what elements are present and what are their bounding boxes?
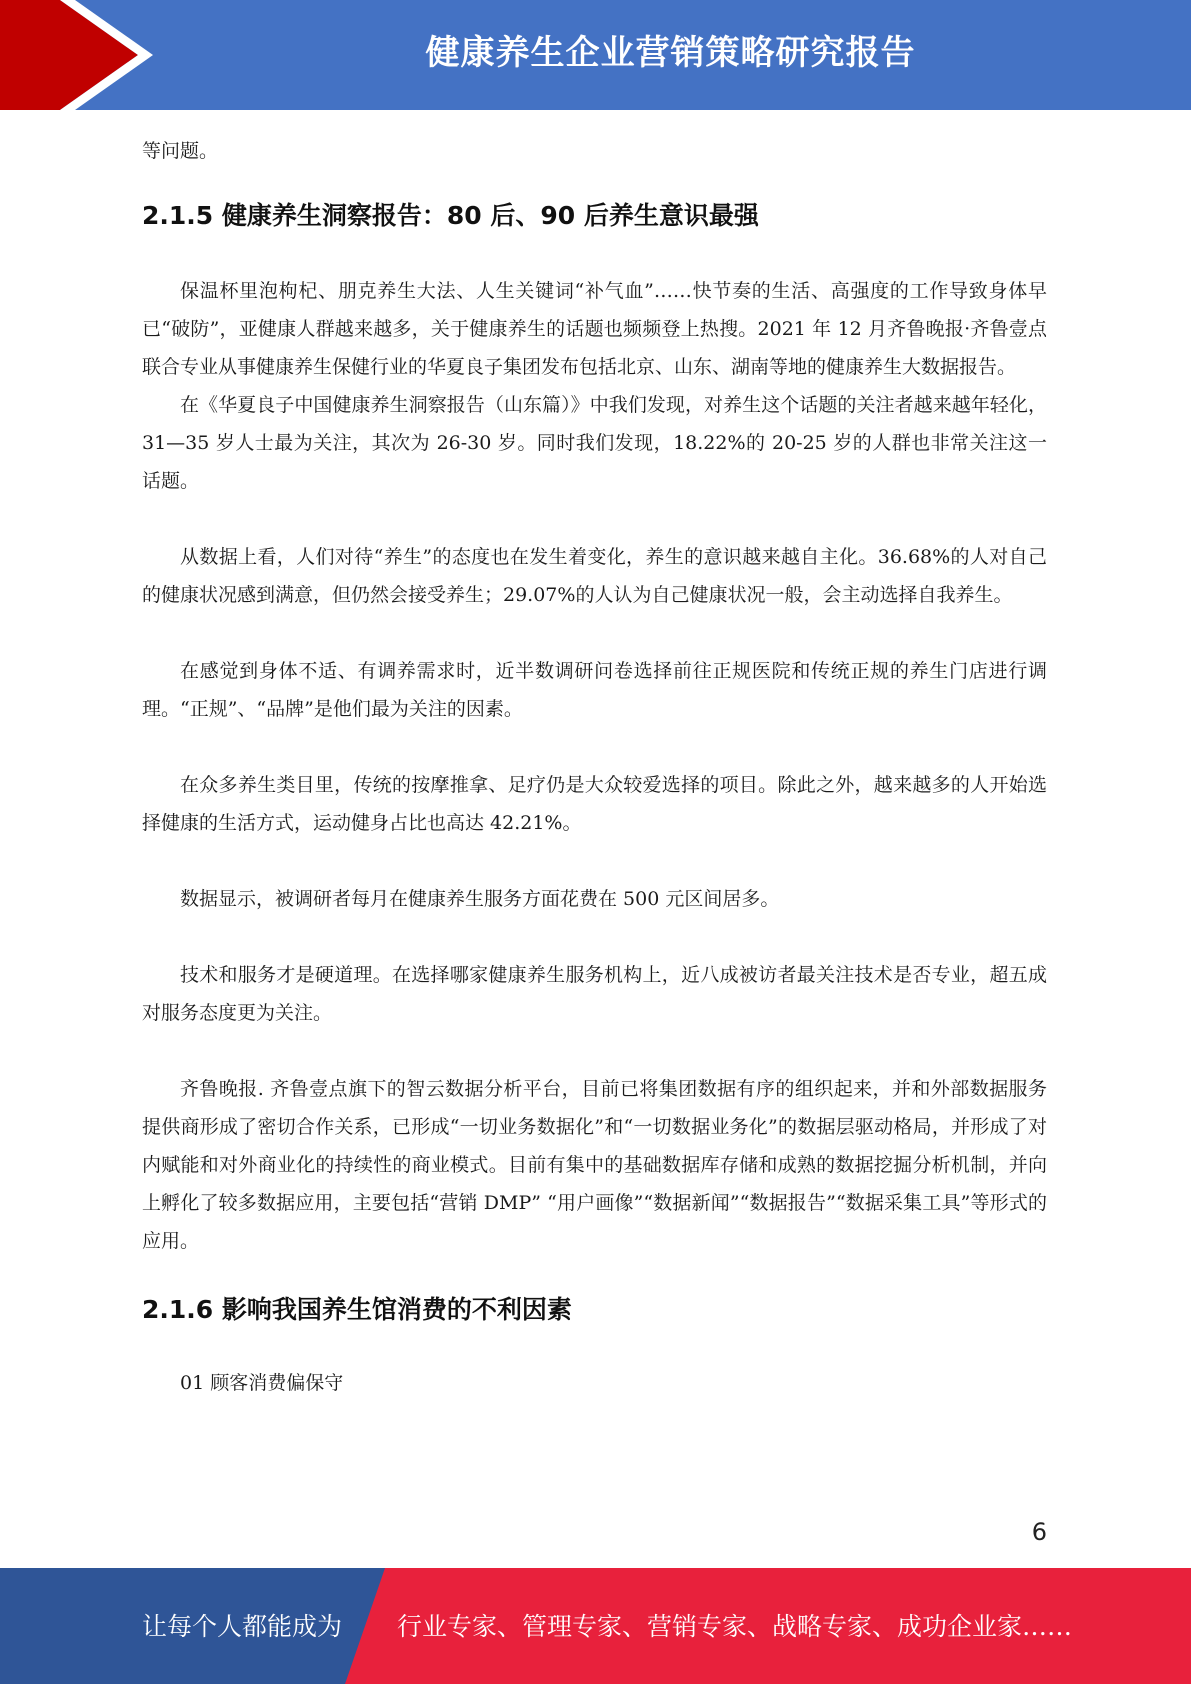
footer-banner [0,1568,1191,1684]
paragraph: 数据显示，被调研者每月在健康养生服务方面花费在 500 元区间居多。 [180,888,780,910]
paragraph: 齐鲁晚报. 齐鲁壹点旗下的智云数据分析平台，目前已将集团数据有序的组织起来，并和外部数据服务提供商形成了密切合作关系，已形成“一切业务数据化”和“一切数据业务化”的数据层驱动格局，并形成了对内赋能和对外商业化的持续性的商业模式。目前有集中的基础数据库存储和成熟的数据挖掘分析机制，并向上孵化了较多数据应用，主要包括“营销 DMP” “用户画像”“数据新闻”“数据报告”“数据采集工具”等形式的应用。 [142,1078,1047,1252]
paragraph: 技术和服务才是硬道理。在选择哪家健康养生服务机构上，近八成被访者最关注技术是否专业，超五成对服务态度更为关注。 [142,964,1047,1024]
header-banner [0,0,1191,110]
page-number: 6 [1031,1518,1047,1546]
footer-slogan-left: 让每个人都能成为 [142,1612,343,1641]
section-heading-2-1-5: 2.1.5 健康养生洞察报告：80 后、90 后养生意识最强 [142,201,759,230]
paragraph: 保温杯里泡枸杞、朋克养生大法、人生关键词“补气血”……快节奏的生活、高强度的工作导致身体早已“破防”，亚健康人群越来越多，关于健康养生的话题也频频登上热搜。2021 年 12 月齐鲁晚报·齐鲁壹点联合专业从事健康养生保健行业的华夏良子集团发布包括北京、山东、湖南等地的健康养生大数据报告。 [142,280,1047,378]
section-heading-2-1-6: 2.1.6 影响我国养生馆消费的不利因素 [142,1295,572,1324]
document-title: 健康养生企业营销策略研究报告 [425,33,916,73]
list-item-01: 01 顾客消费偏保守 [180,1372,344,1394]
page-content [142,132,1047,1402]
paragraph: 在众多养生类目里，传统的按摩推拿、足疗仍是大众较爱选择的项目。除此之外，越来越多的人开始选择健康的生活方式，运动健身占比也高达 42.21%。 [142,774,1047,834]
paragraph: 在感觉到身体不适、有调养需求时，近半数调研问卷选择前往正规医院和传统正规的养生门店进行调理。“正规”、“品牌”是他们最为关注的因素。 [142,660,1047,720]
paragraph: 在《华夏良子中国健康养生洞察报告（山东篇）》中我们发现，对养生这个话题的关注者越来越年轻化，31—35 岁人士最为关注，其次为 26-30 岁。同时我们发现，18.22%的 20-25 岁的人群也非常关注这一话题。 [142,394,1047,492]
footer-slogan-right: 行业专家、管理专家、营销专家、战略专家、成功企业家…… [397,1612,1073,1641]
intro-fragment: 等问题。 [142,140,219,162]
paragraph: 从数据上看，人们对待“养生”的态度也在发生着变化，养生的意识越来越自主化。36.68%的人对自己的健康状况感到满意，但仍然会接受养生；29.07%的人认为自己健康状况一般，会主动选择自我养生。 [142,546,1047,606]
